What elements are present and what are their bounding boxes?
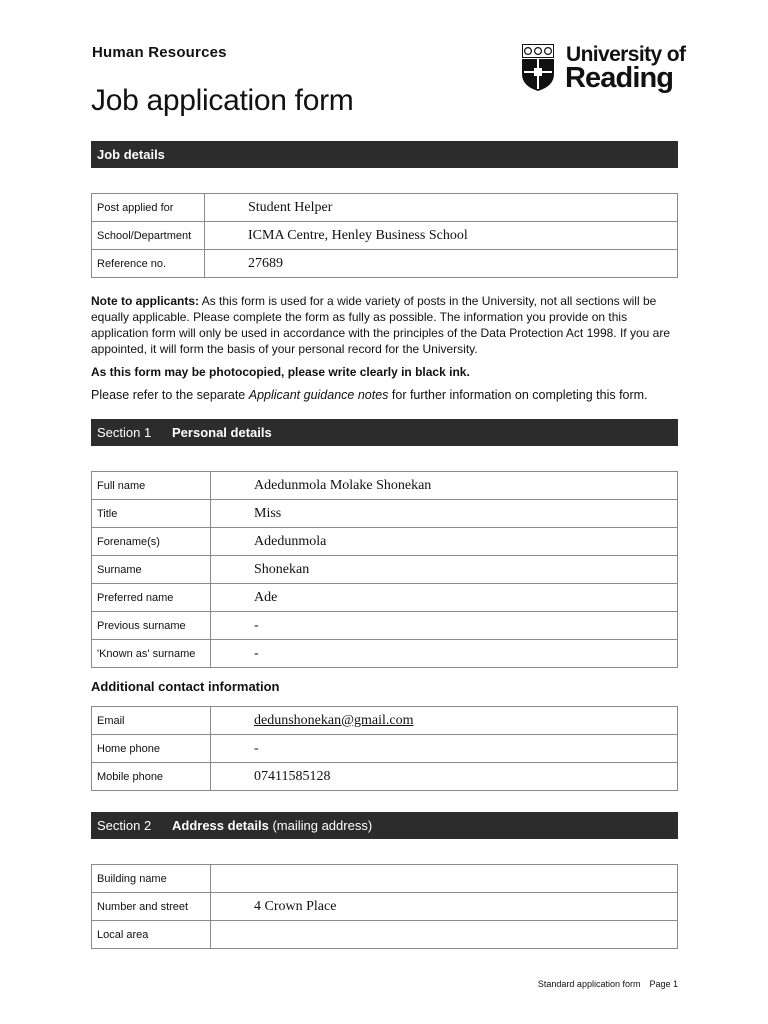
shield-logo-icon <box>522 44 554 92</box>
title-label: Title <box>92 500 211 528</box>
local-area-label: Local area <box>92 921 211 949</box>
refer-text-pre: Please refer to the separate <box>91 388 249 402</box>
table-row <box>92 921 678 949</box>
mobile-phone-field[interactable]: 07411585128 <box>211 763 678 791</box>
table-row <box>92 584 678 612</box>
table-row <box>92 222 678 250</box>
section1-number: Section 1 <box>97 425 152 440</box>
table-row <box>92 500 678 528</box>
guidance-reference <box>91 387 679 403</box>
email-field[interactable] <box>211 707 678 735</box>
job-details-label: Job details <box>97 147 165 162</box>
reference-no-field[interactable]: 27689 <box>205 250 678 278</box>
table-row <box>92 612 678 640</box>
known-as-surname-field[interactable]: - <box>211 640 678 668</box>
reference-no-label: Reference no. <box>92 250 205 278</box>
guidance-notes-title: Applicant guidance notes <box>248 388 389 402</box>
previous-surname-field[interactable]: - <box>211 612 678 640</box>
section2-bar <box>91 812 678 839</box>
post-applied-field[interactable]: Student Helper <box>205 194 678 222</box>
note-text: As this form is used for a wide variety of posts in the University, not all sections will be equally applicable. Please complete the form as fully as possible. The information you provide on this application form will only be used in accordance with the principles of the Data Protection Act 1998. If you are appointed, it will form the basis of your personal record for the University. <box>91 294 670 356</box>
number-street-label: Number and street <box>92 893 211 921</box>
personal-details-table <box>91 471 678 668</box>
table-row <box>92 250 678 278</box>
footer-page-number: Page 1 <box>649 979 678 989</box>
table-row <box>92 472 678 500</box>
address-table <box>91 864 678 949</box>
school-department-label: School/Department <box>92 222 205 250</box>
post-applied-label: Post applied for <box>92 194 205 222</box>
email-value: dedunshonekan@gmail.com <box>254 712 414 728</box>
footer-form-name: Standard application form <box>537 979 641 989</box>
full-name-label: Full name <box>92 472 211 500</box>
local-area-field[interactable] <box>211 921 678 949</box>
table-row <box>92 528 678 556</box>
department-heading: Human Resources <box>92 44 227 61</box>
section1-label: Personal details <box>172 425 272 440</box>
table-row <box>92 763 678 791</box>
note-label: Note to applicants: <box>91 294 200 308</box>
table-row <box>92 865 678 893</box>
title-field[interactable]: Miss <box>211 500 678 528</box>
section2-number: Section 2 <box>97 818 152 833</box>
note-to-applicants <box>91 293 679 357</box>
number-street-field[interactable]: 4 Crown Place <box>211 893 678 921</box>
preferred-name-label: Preferred name <box>92 584 211 612</box>
logo-text-line1: University of <box>566 43 686 66</box>
forenames-field[interactable]: Adedunmola <box>211 528 678 556</box>
building-name-label: Building name <box>92 865 211 893</box>
previous-surname-label: Previous surname <box>92 612 211 640</box>
mobile-phone-label: Mobile phone <box>92 763 211 791</box>
contact-table <box>91 706 678 791</box>
logo-text-line2: Reading <box>565 62 674 94</box>
job-details-bar <box>91 141 678 168</box>
home-phone-field[interactable]: - <box>211 735 678 763</box>
table-row <box>92 640 678 668</box>
section2-label: Address details <box>172 818 269 833</box>
photocopy-warning: As this form may be photocopied, please write clearly in black ink. <box>91 365 470 379</box>
table-row <box>92 556 678 584</box>
forenames-label: Forename(s) <box>92 528 211 556</box>
section2-sublabel: (mailing address) <box>268 818 373 833</box>
section2-label-wrap <box>172 818 372 833</box>
known-as-surname-label: 'Known as' surname <box>92 640 211 668</box>
email-label: Email <box>92 707 211 735</box>
job-details-table <box>91 193 678 278</box>
page-title: Job application form <box>91 84 354 117</box>
table-row <box>92 707 678 735</box>
full-name-field[interactable]: Adedunmola Molake Shonekan <box>211 472 678 500</box>
refer-text-post: for further information on completing this form. <box>388 388 648 402</box>
school-department-field[interactable]: ICMA Centre, Henley Business School <box>205 222 678 250</box>
page-footer <box>538 979 678 989</box>
table-row <box>92 893 678 921</box>
university-logo <box>522 43 686 94</box>
table-row <box>92 735 678 763</box>
preferred-name-field[interactable]: Ade <box>211 584 678 612</box>
table-row <box>92 194 678 222</box>
home-phone-label: Home phone <box>92 735 211 763</box>
contact-heading: Additional contact information <box>91 679 280 694</box>
surname-label: Surname <box>92 556 211 584</box>
building-name-field[interactable] <box>211 865 678 893</box>
surname-field[interactable]: Shonekan <box>211 556 678 584</box>
section1-bar <box>91 419 678 446</box>
